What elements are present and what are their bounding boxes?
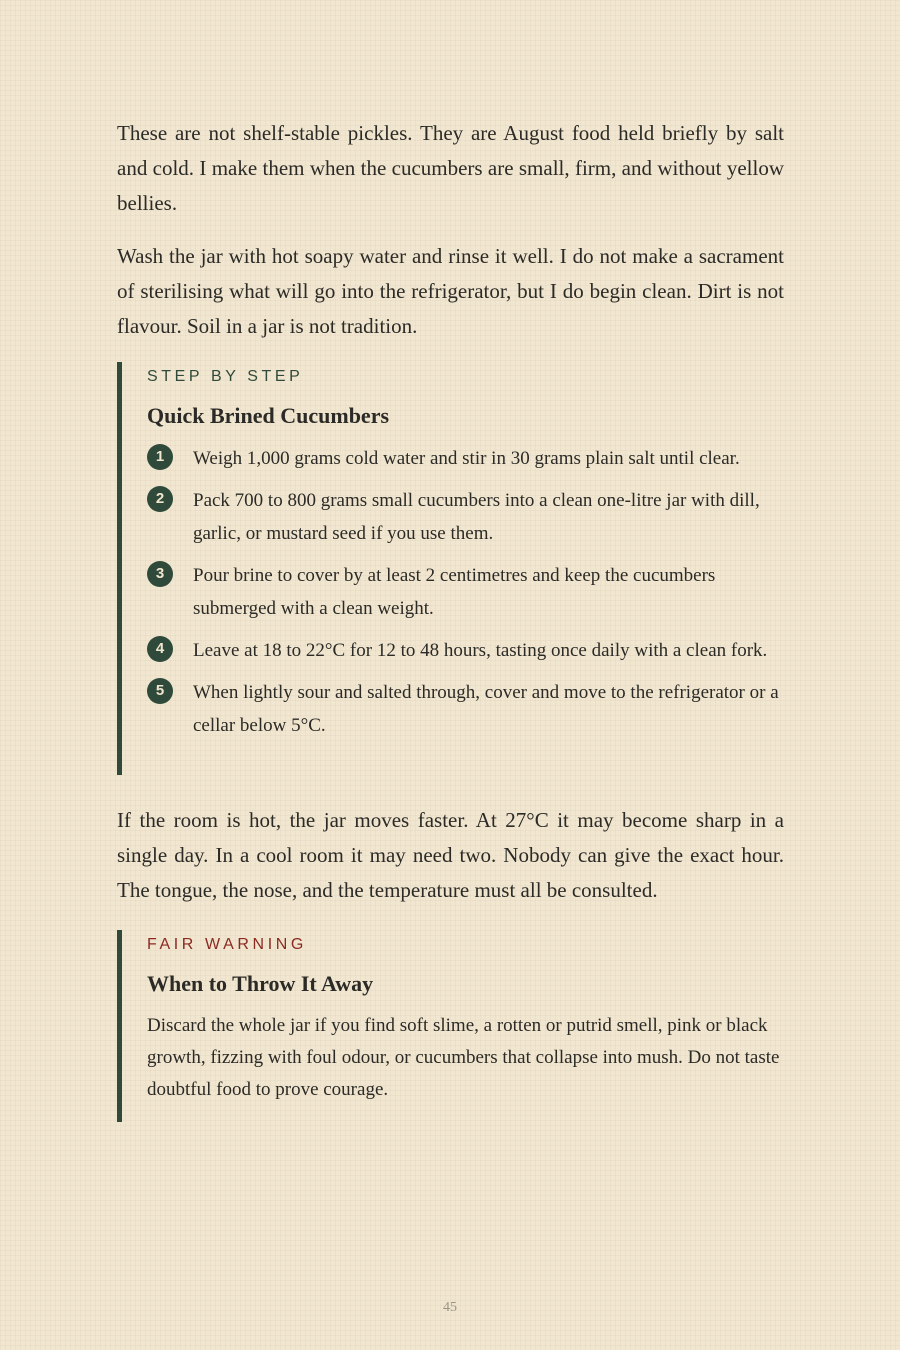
step-item-2 [147, 484, 784, 550]
warning-box [117, 930, 784, 1122]
step-number-badge: 2 [147, 486, 173, 512]
step-number-badge: 5 [147, 678, 173, 704]
step-text: Weigh 1,000 grams cold water and stir in 30 grams plain salt until clear. [193, 448, 740, 469]
step-text: Leave at 18 to 22°C for 12 to 48 hours, tasting once daily with a clean fork. [193, 640, 768, 661]
warning-title: When to Throw It Away [147, 971, 374, 996]
steps-list [147, 442, 784, 742]
warning-text: Discard the whole jar if you find soft slime, a rotten or putrid smell, pink or black growth, fizzing with foul odour, or cucumbers that collapse into mush. Do not taste doubtful food to prove courage. [147, 1015, 780, 1100]
intro-paragraph-2: Wash the jar with hot soapy water and rinse it well. I do not make a sacrament of sterilising what will go into the refrigerator, but I do begin clean. Dirt is not flavour. Soil in a jar is not tradition. [117, 244, 784, 338]
step-item-3 [147, 559, 784, 625]
step-number-badge: 1 [147, 444, 173, 470]
step-number-badge: 3 [147, 561, 173, 587]
intro-paragraph-1: These are not shelf-stable pickles. They are August food held briefly by salt and cold. I make them when the cucumbers are small, firm, and without yellow bellies. [117, 121, 784, 215]
page-number: 45 [443, 1300, 457, 1315]
step-item-5 [147, 676, 784, 742]
step-text: Pack 700 to 800 grams small cucumbers into a clean one-litre jar with dill, garlic, or mustard seed if you use them. [193, 490, 760, 544]
step-item-1 [147, 442, 784, 475]
warning-eyebrow: FAIR WARNING [147, 936, 307, 953]
steps-eyebrow: STEP BY STEP [147, 368, 304, 385]
step-text: Pour brine to cover by at least 2 centimetres and keep the cucumbers submerged with a clean weight. [193, 565, 716, 619]
middle-paragraph: If the room is hot, the jar moves faster. At 27°C it may become sharp in a single day. In a cool room it may need two. Nobody can give the exact hour. The tongue, the nose, and the temperature must all be consulted. [117, 808, 784, 902]
steps-box [117, 362, 784, 775]
step-number-badge: 4 [147, 636, 173, 662]
step-item-4 [147, 634, 784, 667]
step-text: When lightly sour and salted through, cover and move to the refrigerator or a cellar below 5°C. [193, 682, 779, 736]
recipe-title: Quick Brined Cucumbers [147, 403, 390, 428]
page-body [117, 116, 784, 1150]
